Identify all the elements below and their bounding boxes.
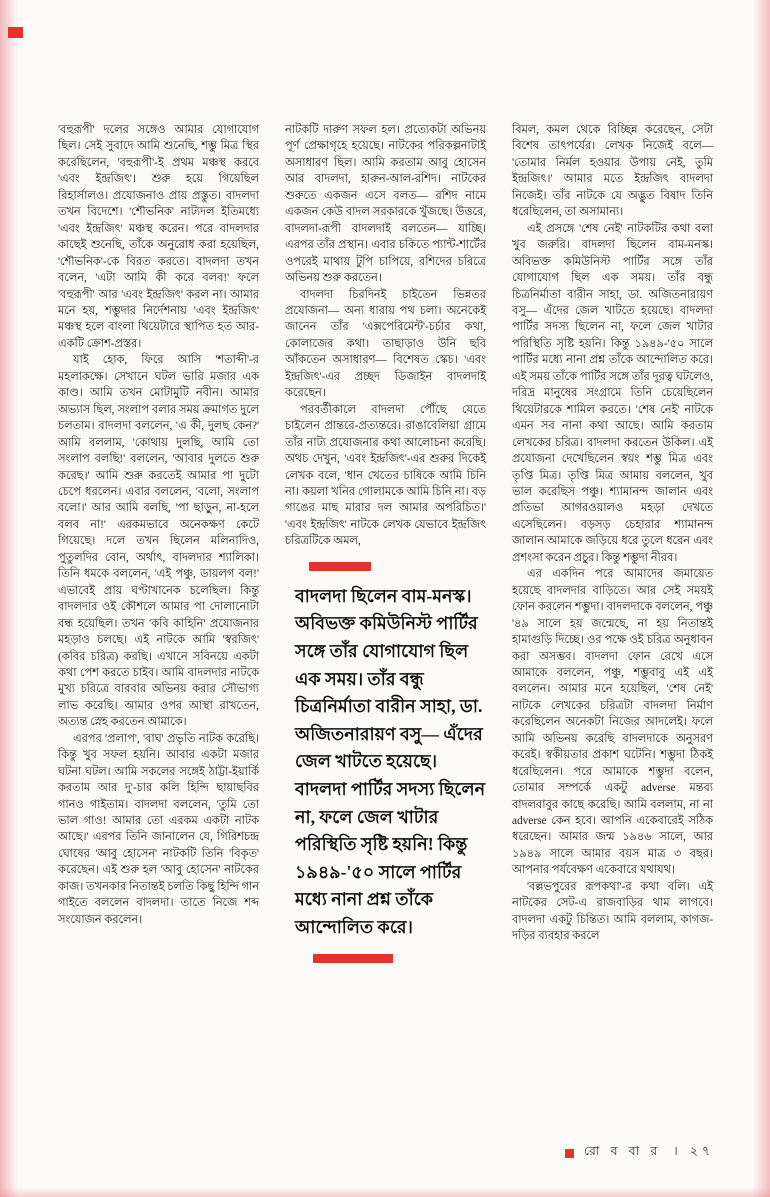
right-edge-tint [752, 0, 770, 1197]
paragraph: 'বহুরূপী' দলের সঙ্গেও আমার যোগাযোগ ছিল। সেই সুবাদে আমি শুনেছি, শম্ভু মিত্র স্থির করেছিলেন, 'বহুরূপী'-ই প্রথম মঞ্চস্থ করবে 'এবং ইন্দ্রজিৎ'। শুরু হয়ে গিয়েছিল রিহার্সালও। প্রযোজনাও প্রায় প্রস্তুত। বাদলদা তখন বিদেশে। 'শৌভনিক' নাট্যদল ইতিমধ্যে 'এবং ইন্দ্রজিৎ' মঞ্চস্থ করেন। পরে বাদলদার কাছেই শুনেছি, তাঁকে অনুরোধ করা হয়েছিল, 'শৌভনিক'-কে বিরত করতে। বাদলদা তখন বলেন, 'এটা আমি কী করে বলব!' ফলে 'বহুরূপী' আর 'এবং ইন্দ্রজিৎ' করল না। আমার মনে হয়, শম্ভুদার নির্দেশনায় 'এবং ইন্দ্রজিৎ' মঞ্চস্থ হলে বাংলা থিয়েটারে স্থাপিত হত আর-একটি ক্রোশ-প্রস্তর। [58, 124, 259, 350]
bottom-edge-tint [0, 1187, 770, 1197]
column-1 [58, 122, 259, 963]
column-2 [285, 122, 486, 963]
pull-quote-block [285, 562, 486, 963]
pull-quote-rule-bottom [313, 954, 393, 963]
red-corner-mark [8, 27, 23, 38]
pull-quote-text: বাদলদা ছিলেন বাম-মনস্ক। অবিভক্ত কমিউনিস্ট পার্টির সঙ্গে তাঁর যোগাযোগ ছিল এক সময়। তাঁর বন্ধু চিত্রনির্মাতা বারীন সাহা, ডা. অজিতনারায়ণ বসু— এঁদের জেল খাটতে হয়েছে। বাদলদা পার্টির সদস্য ছিলেন না, ফলে জেল খাটার পরিস্থিতি সৃষ্টি হয়নি! কিন্তু ১৯৪৯-'৫০ সালে পার্টির মধ্যে নানা প্রশ্ন তাঁকে আন্দোলিত করে। [295, 585, 486, 937]
paragraph: এর একদিন পরে আমাদের জমায়েত হয়েছে বাদলদার বাড়িতে। আর সেই সময়ই ফোন করলেন শম্ভুদা। বাদলদাকে বললেন, পঞ্চু '৪৯ সালে হয় জন্মেছে, না হয় নিতান্তই হামাগুড়ি দিচ্ছে। ওর পক্ষে ওই চরিত্র অনুধাবন করা অসম্ভব। বাদলদা ফোন রেখে এসে আমাকে বললেন, পঞ্চু, শম্ভুবাবু এই এই বললেন। আমার মনে হয়েছিল, 'শেষ নেই' নাটকে লেখকের চরিত্রটা বাদলদা নির্মাণ করেছিলেন অনেকটা নিজের আদলেই। ফলে আমি অভিনয় করেছি বাদলদাকে অনুসরণ করেই। স্বকীয়তার প্রকাশ ঘটেনি। শম্ভুদা ঠিকই ধরেছিলেন। পরে আমাকে শম্ভুদা বলেন, তোমার সম্পর্কে একটু adverse মন্তব্য বাদলবাবুর কাছে করেছি। আমি বললাম, না না adverse কেন হবে। আপনি একেবারেই সঠিক ধরেছেন। আমার জন্ম ১৯৪৬ সালে, আর ১৯৪৯ সালে আমার বয়স মাত্র ৩ বছর। আপনার পর্যবেক্ষণ একেবারে যথাযথ। [512, 568, 713, 877]
paragraph: বাদলদা চিরদিনই চাইতেন ভিন্নতর প্রযোজনা— অন্য ধারায় পথ চলা। অনেকেই জানেন তাঁর 'এক্সপেরিমেন্ট'-চর্চার কথা, কোলাজের কথা। তাছাড়াও উনি ছবি আঁকতেন অসাধারণ— বিশেষত স্কেচ। 'এবং ইন্দ্রজিৎ'-এর প্রচ্ছদ ডিজাইন বাদলদাই করেছেন। [285, 288, 486, 400]
left-edge-tint [0, 0, 18, 1197]
article-body [58, 122, 714, 963]
magazine-name: রো ব বা র [583, 1144, 662, 1158]
paragraph: এই প্রসঙ্গে 'শেষ নেই' নাটকটির কথা বলা খুব জরুরি। বাদলদা ছিলেন বাম-মনস্ক। অবিভক্ত কমিউনিস্ট পার্টির সঙ্গে তাঁর যোগাযোগ ছিল এক সময়। তাঁর বন্ধু চিত্রনির্মাতা বারীন সাহা, ডা. অজিতনারায়ণ বসু— এঁদের জেল খাটতে হয়েছে। বাদলদা পার্টির সদস্য ছিলেন না, ফলে জেল খাটার পরিস্থিতি সৃষ্টি হয়নি। কিন্তু ১৯৪৯-'৫০ সালে পার্টির মধ্যে নানা প্রশ্ন তাঁকে আন্দোলিত করে। এই সময় তাঁকে পার্টির সঙ্গে তাঁর দূরত্ব ঘটলেও, দরিদ্র মানুষের সংগ্রামে তিনি চেয়েছিলেন থিয়েটারকে শামিল করতে। 'শেষ নেই' নাটকে এমন সব নানা কথা আছে। আমি করতাম লেখকের চরিত্র। বাদলদা করতেন উকিল। এই প্রযোজনা দেখেছিলেন স্বয়ং শম্ভু মিত্র এবং তৃপ্তি মিত্র। তৃপ্তি মিত্র আমায় বললেন, খুব ভাল করেছিস পঞ্চু। শ্যামানন্দ জালান এবং প্রতিভা আগরওয়ালও মহড়া দেখতে এসেছিলেন। বড়সড় চেহারার শ্যামানন্দ জালান আমাকে জড়িয়ে ধরে তুলে ধরেন এবং প্রশংসা করেন প্রচুর। কিন্তু শম্ভুদা নীরব। [512, 222, 713, 564]
paragraph: নাটকটি দারুণ সফল হল। প্রত্যেকটা অভিনয় পূর্ণ প্রেক্ষাগৃহে হয়েছে। নাটকের পরিকল্পনাটাই অসাধারণ ছিল। আমি করতাম আবু হোসেন আর বাদলদা, হারুন-আল-রশিদ। নাটকের শুরুতে একজন এসে বলত— রশিদ নামে একজন কেউ বাদল সরকারকে খুঁজছে। উত্তরে, বাদলদা-রূপী বাদলদাই বলতেন— যাচ্ছি। এরপর তাঁর প্রস্থান। এবার চকিতে প্যান্ট-শার্টের ওপরেই মাথায় টুপি চাপিয়ে, রশিদের চরিত্রে অভিনয় শুরু করতেন। [285, 124, 486, 285]
paragraph: পরবর্তীকালে বাদলদা পৌঁছে যেতে চাইলেন প্রান্তরে-প্রত্যন্তরে। রাঙাবেলিয়া গ্রামে তাঁর নাট্য প্রযোজনার কথা আলোচনা করেছি। অথচ দেখুন, 'এবং ইন্দ্রজিৎ'-এর শুরুর দিকেই লেখক বলে, 'ধান খেতের চাষিকে আমি চিনি না। কয়লা খনির গোলামকে আমি চিনি না। বড় গাঙের মাছ মারার দল আমার অপরিচিত।' 'এবং ইন্দ্রজিৎ' নাটকে লেখক যেভাবে ইন্দ্রজিৎ চরিত্রটিকে অমল, [285, 403, 486, 548]
pull-quote-rule-top [309, 562, 371, 571]
page-number: ২৭ [689, 1144, 714, 1158]
paragraph: যাই হোক, ফিরে আসি 'শতাব্দী'-র মহলাকক্ষে। সেখানে ঘটল ভারি মজার এক কাণ্ড। আমি তখন মোটামুটি নবীন। আমার অভ্যাস ছিল, সংলাপ বলার সময় ক্রমাগত দুলে চলতাম। বাদলদা বললেন, 'এ কী, দুলছ কেন?' আমি বললাম, 'কোথায় দুলছি, আমি তো সংলাপ বলছি!' বললেন, 'আবার দুলতে শুরু করেছ।' আমি শুরু করতেই আমার পা দুটো চেপে ধরলেন। এবার বললেন, 'বলো, সংলাপ বলো।' আর আমি বলছি, 'পা ছাড়ুন, না-হলে বলব না!' এরকমভাবে অনেকক্ষণ কেটে গিয়েছে। দলে তখন ছিলেন মলিনাদিও, পুতুলদির বোন, অর্থাৎ, বাদলদার শ্যালিকা। তিনি ধমকে বললেন, 'এই পঞ্চু, ডায়লগ বল!' এভাবেই প্রায় ঘণ্টাখানেক চলেছিল। কিন্তু বাদলদার ওই কৌশলে আমার পা দোলানোটা বন্ধ হয়েছিল। তখন 'কবি কাহিনি' প্রযোজনার মহড়াও চলছে। এই নাটকে আমি 'স্বরজিৎ' (কবির চরিত্র) করছি। এখানে সবিনয়ে একটা কথা পেশ করতে চাইব। আমি বাদলদার নাটকে মুখ্য চরিত্রে বারবার অভিনয় করার সৌভাগ্য লাভ করেছি। আমার ওপর আস্থা রাখতেন, অত্যন্ত স্নেহ করতেন আমাকে। [58, 354, 259, 729]
footer-red-mark [565, 1149, 574, 1158]
footer-separator: । [673, 1144, 678, 1158]
paragraph: এরপর 'প্রলাপ', 'বাঘ' প্রভৃতি নাটক করেছি। কিন্তু খুব সফল হয়নি। আবার একটা মজার ঘটনা ঘটল। আমি সকলের সঙ্গেই ঠাট্টা-ইয়ার্কি করতাম আর দু'-চার কলি হিন্দি ছায়াছবির গানও গাইতাম। বাদলদা বললেন, 'তুমি তো ভাল গাও! আমার তো এরকম একটা নাটক আছে।' এরপর তিনি জানালেন যে, গিরিশচন্দ্র ঘোষের 'আবু হোসেন' নাটকটি তিনি 'বিকৃত' করেছেন। এই শুরু হল 'আবু হোসেন' নাটকের কাজ। তখনকার নিতান্তই চলতি কিছু হিন্দি গান গাইতে বললেন বাদলদা। তাতে নিজে শব্দ সংযোজন করলেন। [58, 732, 259, 926]
paragraph: বিমল, কমল থেকে বিচ্ছিন্ন করেছেন, সেটা বিশেষ তাৎপর্যের। লেখক নিজেই বলে— 'তোমার নির্মল হওয়ার উপায় নেই, তুমি ইন্দ্রজিৎ।' আমার মতে ইন্দ্রজিৎ বাদলদা নিজেই। তাঁর নাটকে যে অদ্ভুত বিষাদ তিনি ধরেছিলেন, তা অসামান্য। [512, 124, 713, 219]
paragraph: 'বল্লভপুরের রূপকথা'-র কথা বলি। এই নাটকের সেট-এ রাজবাড়ির থাম লাগবে। বাদলদা একটু চিন্তিত। আমি বললাম, কাগজ-দড়ির ব্যবহার করলে [512, 880, 713, 943]
column-3 [512, 122, 713, 963]
page-footer [565, 1143, 714, 1163]
